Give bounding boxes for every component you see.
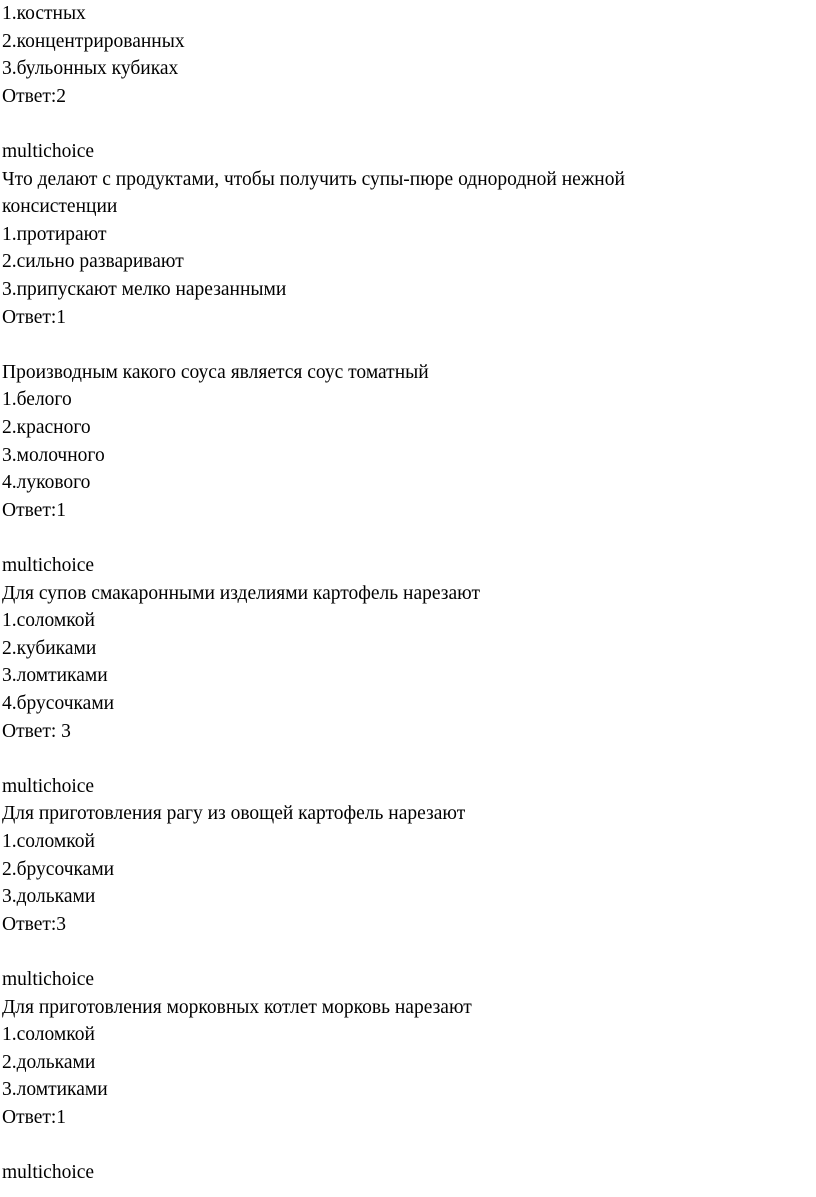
text-line: 2.сильно разваривают xyxy=(2,251,184,273)
text-line: 1.белого xyxy=(2,389,72,411)
text-line: Ответ:1 xyxy=(2,499,67,521)
text-line: 1.костных xyxy=(2,3,86,24)
text-line: Ответ:1 xyxy=(2,306,67,328)
text-line: multichoice xyxy=(2,555,95,576)
text-line: 3.дольками xyxy=(2,886,96,908)
text-line: Что делают с продуктами, чтобы получить супы-пюре однородной нежной xyxy=(2,168,625,190)
text-line: multichoice xyxy=(2,775,95,797)
text-line: 2.брусочками xyxy=(2,858,115,880)
text-line: Ответ:3 xyxy=(2,913,67,935)
text-line: Для приготовления морковных котлет морковь нарезают xyxy=(2,996,472,1018)
text-line: 3.молочного xyxy=(2,444,105,466)
text-line: Ответ: 3 xyxy=(2,720,71,742)
text-line: 1.соломкой xyxy=(2,610,95,632)
text-line: multichoice xyxy=(2,1162,95,1184)
text-line: 1.соломкой xyxy=(2,831,95,852)
text-line: 3.бульонных кубиках xyxy=(2,58,179,80)
text-line: Ответ:1 xyxy=(2,1107,67,1128)
text-line: 4.брусочками xyxy=(2,693,115,714)
text-line: Для приготовления рагу из овощей картофель нарезают xyxy=(2,803,466,825)
text-line: Производным какого соуса является соус томатный xyxy=(2,361,429,383)
text-line: Ответ:2 xyxy=(2,85,67,107)
text-line: multichoice xyxy=(2,141,95,162)
text-line: 3.ломтиками xyxy=(2,1079,108,1101)
text-line: консистенции xyxy=(2,196,118,218)
text-line: 1.протирают xyxy=(2,223,107,245)
text-line: 2.концентрированных xyxy=(2,30,185,52)
text-line: 3.ломтиками xyxy=(2,665,108,687)
text-line: 1.соломкой xyxy=(2,1024,95,1046)
text-line: 2.дольками xyxy=(2,1051,96,1073)
text-line: Для супов смакаронными изделиями картофель нарезают xyxy=(2,582,480,604)
text-line: 3.припускают мелко нарезанными xyxy=(2,279,287,300)
text-line: 2.красного xyxy=(2,417,91,438)
text-line: multichoice xyxy=(2,969,95,990)
text-line: 4.лукового xyxy=(2,472,91,494)
text-line: 2.кубиками xyxy=(2,637,97,659)
